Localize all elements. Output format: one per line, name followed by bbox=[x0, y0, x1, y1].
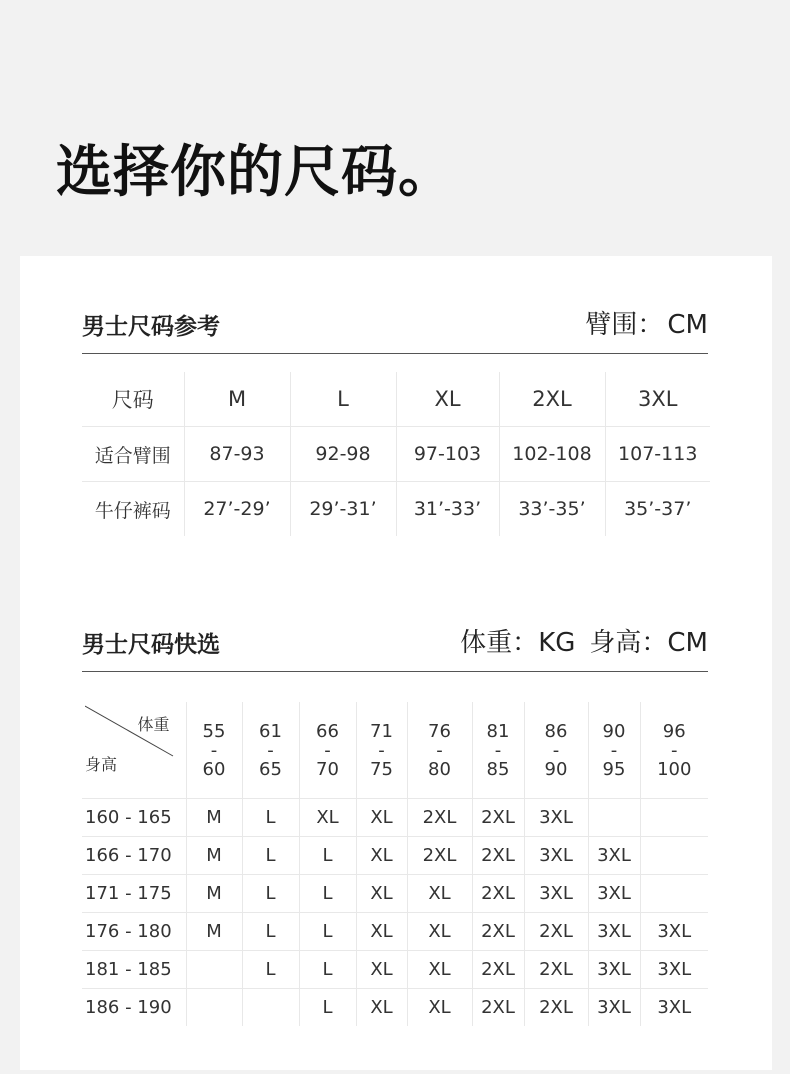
page-title: 选择你的尺码。 bbox=[56, 140, 455, 205]
size-cell: 102-108 bbox=[499, 427, 605, 482]
size-result-cell: M bbox=[186, 837, 242, 875]
size-result-cell bbox=[186, 951, 242, 989]
weight-range-part: - bbox=[671, 739, 678, 761]
size-result-cell: M bbox=[186, 799, 242, 837]
size-result-cell: L bbox=[299, 837, 356, 875]
size-result-cell: 3XL bbox=[640, 989, 708, 1027]
size-result-cell: L bbox=[299, 875, 356, 913]
height-range-cell: 181 - 185 bbox=[82, 951, 186, 989]
size-result-cell: 3XL bbox=[524, 799, 588, 837]
quick-select-table bbox=[82, 702, 708, 1026]
size-cell: XL bbox=[396, 372, 499, 427]
weight-range-part: - bbox=[324, 739, 331, 761]
weight-range-part: 65 bbox=[259, 758, 282, 780]
size-result-cell: 2XL bbox=[524, 951, 588, 989]
size-cell: 33’-35’ bbox=[499, 482, 605, 537]
size-result-cell bbox=[242, 989, 299, 1027]
arm-unit-text: 臂围： bbox=[585, 310, 664, 340]
size-cell: 2XL bbox=[499, 372, 605, 427]
weight-range-part: 96 bbox=[662, 720, 686, 742]
size-cell: 27’-29’ bbox=[184, 482, 290, 537]
height-range-cell: 176 - 180 bbox=[82, 913, 186, 951]
size-guide-card bbox=[20, 256, 772, 1070]
size-cell: 31’-33’ bbox=[396, 482, 499, 537]
size-result-cell: 3XL bbox=[640, 913, 708, 951]
size-reference-table bbox=[82, 372, 710, 536]
size-cell: 3XL bbox=[605, 372, 710, 427]
size-result-cell: 3XL bbox=[588, 951, 640, 989]
size-result-cell: XL bbox=[407, 989, 472, 1027]
size-reference-title: 男士尺码参考 bbox=[82, 314, 220, 340]
weight-range-part: 95 bbox=[602, 758, 626, 780]
size-result-cell: 3XL bbox=[524, 837, 588, 875]
row-label-cell: 尺码 bbox=[111, 388, 154, 412]
weight-range-cell bbox=[186, 702, 242, 799]
size-result-cell bbox=[588, 799, 640, 837]
size-result-cell: 3XL bbox=[524, 875, 588, 913]
size-result-cell: XL bbox=[356, 951, 407, 989]
size-result-cell: L bbox=[299, 913, 356, 951]
quick-select-header bbox=[82, 622, 708, 672]
quick-select-title: 男士尺码快选 bbox=[82, 632, 220, 658]
size-result-cell: L bbox=[299, 951, 356, 989]
weight-range-part: 76 bbox=[428, 720, 451, 742]
size-cell: 87-93 bbox=[184, 427, 290, 482]
size-result-cell: 2XL bbox=[472, 913, 524, 951]
arm-unit-value: CM bbox=[667, 310, 708, 340]
size-cell: 97-103 bbox=[396, 427, 499, 482]
size-data-row bbox=[82, 427, 710, 482]
size-result-cell: 2XL bbox=[407, 837, 472, 875]
size-result-cell: 2XL bbox=[407, 799, 472, 837]
weight-range-part: 60 bbox=[202, 758, 226, 780]
weight-range-part: 100 bbox=[657, 758, 692, 780]
size-result-cell bbox=[186, 989, 242, 1027]
size-result-cell: M bbox=[186, 875, 242, 913]
quick-select-units bbox=[460, 622, 708, 659]
size-result-cell: 2XL bbox=[472, 875, 524, 913]
weight-range-cell bbox=[407, 702, 472, 799]
size-cell: 92-98 bbox=[290, 427, 396, 482]
size-result-cell: 2XL bbox=[524, 989, 588, 1027]
size-result-cell: L bbox=[242, 875, 299, 913]
weight-range-part: - bbox=[436, 739, 443, 761]
weight-range-part: 81 bbox=[486, 720, 510, 742]
height-range-cell: 166 - 170 bbox=[82, 837, 186, 875]
weight-range-part: - bbox=[552, 739, 560, 761]
size-result-cell: XL bbox=[407, 875, 472, 913]
weight-range-part: - bbox=[378, 739, 385, 761]
weight-header-row bbox=[82, 702, 708, 799]
height-row bbox=[82, 799, 708, 837]
height-range-cell: 171 - 175 bbox=[82, 875, 186, 913]
size-result-cell: 2XL bbox=[524, 913, 588, 951]
height-row bbox=[82, 951, 708, 989]
weight-range-part: 70 bbox=[316, 758, 339, 780]
weight-range-cell bbox=[640, 702, 708, 799]
weight-range-part: 90 bbox=[544, 758, 568, 780]
size-cell: 29’-31’ bbox=[290, 482, 396, 537]
size-cell: 35’-37’ bbox=[605, 482, 710, 537]
size-result-cell: L bbox=[242, 799, 299, 837]
height-unit-text: 身高： bbox=[589, 628, 668, 658]
height-range-cell: 186 - 190 bbox=[82, 989, 186, 1027]
size-result-cell: 2XL bbox=[472, 837, 524, 875]
weight-range-cell bbox=[356, 702, 407, 799]
size-result-cell: 2XL bbox=[472, 989, 524, 1027]
size-result-cell: 2XL bbox=[472, 799, 524, 837]
size-reference-header bbox=[82, 304, 708, 354]
size-result-cell: XL bbox=[356, 875, 407, 913]
weight-range-part: - bbox=[610, 739, 618, 761]
size-data-row bbox=[82, 482, 710, 537]
size-result-cell: XL bbox=[299, 799, 356, 837]
height-row bbox=[82, 989, 708, 1027]
corner-height-label: 身高 bbox=[85, 755, 118, 774]
size-result-cell: 2XL bbox=[472, 951, 524, 989]
size-result-cell: 3XL bbox=[588, 989, 640, 1027]
height-row bbox=[82, 875, 708, 913]
weight-unit-value: KG bbox=[538, 628, 576, 658]
size-result-cell: L bbox=[299, 989, 356, 1027]
size-result-cell: L bbox=[242, 837, 299, 875]
row-label-cell: 牛仔裤码 bbox=[82, 482, 184, 537]
size-cell: M bbox=[184, 372, 290, 427]
weight-range-part: 61 bbox=[259, 720, 282, 742]
size-header-row bbox=[82, 372, 710, 427]
weight-range-part: - bbox=[210, 739, 218, 761]
size-result-cell: L bbox=[242, 913, 299, 951]
size-cell: 107-113 bbox=[605, 427, 710, 482]
weight-range-cell bbox=[472, 702, 524, 799]
row-label-cell: 适合臂围 bbox=[82, 427, 184, 482]
weight-range-part: 75 bbox=[370, 758, 393, 780]
size-result-cell: XL bbox=[407, 913, 472, 951]
weight-range-part: 80 bbox=[428, 758, 451, 780]
height-range-cell: 160 - 165 bbox=[82, 799, 186, 837]
weight-range-part: - bbox=[494, 739, 502, 761]
weight-range-part: 86 bbox=[544, 720, 568, 742]
weight-range-cell bbox=[299, 702, 356, 799]
size-result-cell: XL bbox=[356, 913, 407, 951]
height-row bbox=[82, 837, 708, 875]
size-cell: L bbox=[290, 372, 396, 427]
weight-range-part: 71 bbox=[370, 720, 393, 742]
size-result-cell: XL bbox=[356, 989, 407, 1027]
weight-range-cell bbox=[524, 702, 588, 799]
size-result-cell: XL bbox=[407, 951, 472, 989]
size-result-cell: L bbox=[242, 951, 299, 989]
size-result-cell: 3XL bbox=[588, 913, 640, 951]
size-result-cell: 3XL bbox=[588, 875, 640, 913]
size-result-cell: 3XL bbox=[640, 951, 708, 989]
weight-range-part: 55 bbox=[202, 720, 226, 742]
weight-range-part: - bbox=[267, 739, 274, 761]
size-result-cell: M bbox=[186, 913, 242, 951]
size-result-cell: XL bbox=[356, 837, 407, 875]
corner-cell bbox=[82, 702, 186, 799]
size-result-cell bbox=[640, 875, 708, 913]
weight-unit-text: 体重： bbox=[460, 628, 539, 658]
weight-range-part: 66 bbox=[316, 720, 339, 742]
height-row bbox=[82, 913, 708, 951]
corner-weight-label: 体重 bbox=[137, 715, 170, 734]
weight-range-part: 85 bbox=[486, 758, 510, 780]
weight-range-cell bbox=[588, 702, 640, 799]
size-result-cell bbox=[640, 799, 708, 837]
height-unit-value: CM bbox=[667, 628, 708, 658]
arm-unit-label bbox=[585, 304, 708, 341]
size-result-cell: 3XL bbox=[588, 837, 640, 875]
size-result-cell: XL bbox=[356, 799, 407, 837]
weight-range-cell bbox=[242, 702, 299, 799]
size-result-cell bbox=[640, 837, 708, 875]
weight-range-part: 90 bbox=[602, 720, 626, 742]
